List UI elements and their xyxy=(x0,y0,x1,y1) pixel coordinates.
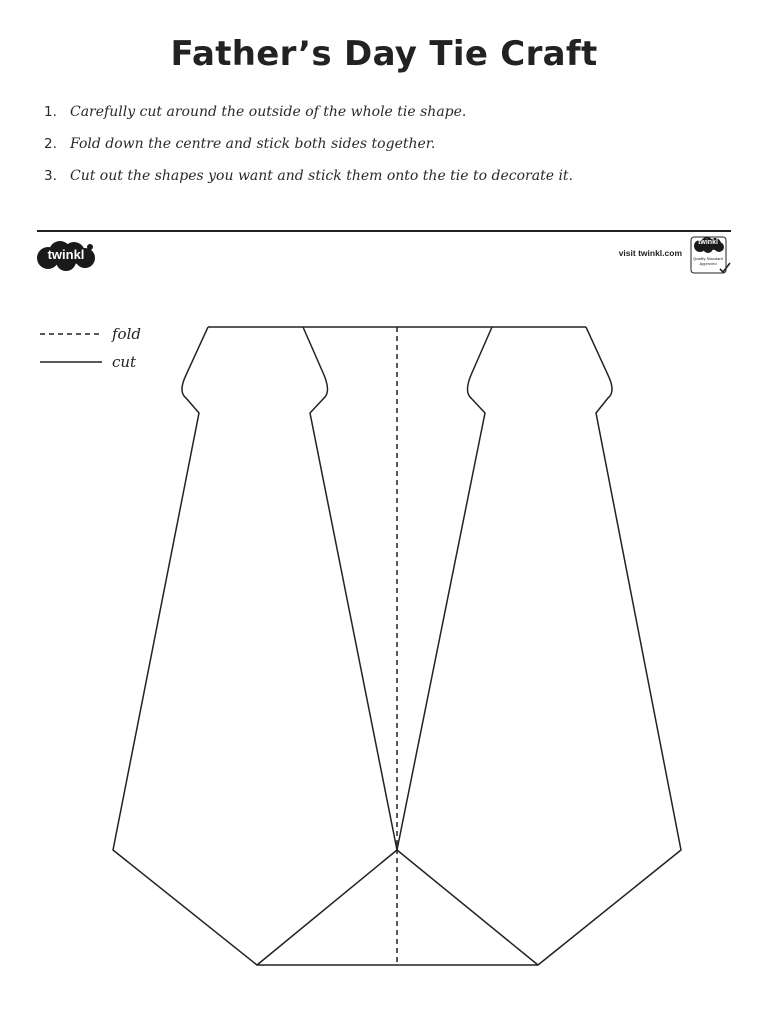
instruction-text: Cut out the shapes you want and stick them onto the tie to decorate it. xyxy=(70,168,573,184)
page-title: Father’s Day Tie Craft xyxy=(170,34,598,74)
instruction-number: 2. xyxy=(44,136,57,152)
instruction-text: Carefully cut around the outside of the whole tie shape. xyxy=(70,104,467,120)
visit-link[interactable]: visit twinkl.com xyxy=(618,248,682,258)
left-tie-outline xyxy=(113,327,257,965)
right-tie-outline xyxy=(538,327,681,965)
right-tie-inner-edge xyxy=(397,327,492,850)
left-tie-inner-edge xyxy=(303,327,397,850)
fold-label: fold xyxy=(112,325,141,343)
badge-brand-text: twinkl xyxy=(698,239,718,246)
instruction-number: 1. xyxy=(44,104,57,120)
cut-label: cut xyxy=(112,353,137,371)
logo-text: twinkl xyxy=(47,247,85,262)
badge-caption: Quality Standard Approved xyxy=(693,256,723,266)
instruction-text: Fold down the centre and stick both sides together. xyxy=(70,136,436,152)
instruction-number: 3. xyxy=(44,168,57,184)
